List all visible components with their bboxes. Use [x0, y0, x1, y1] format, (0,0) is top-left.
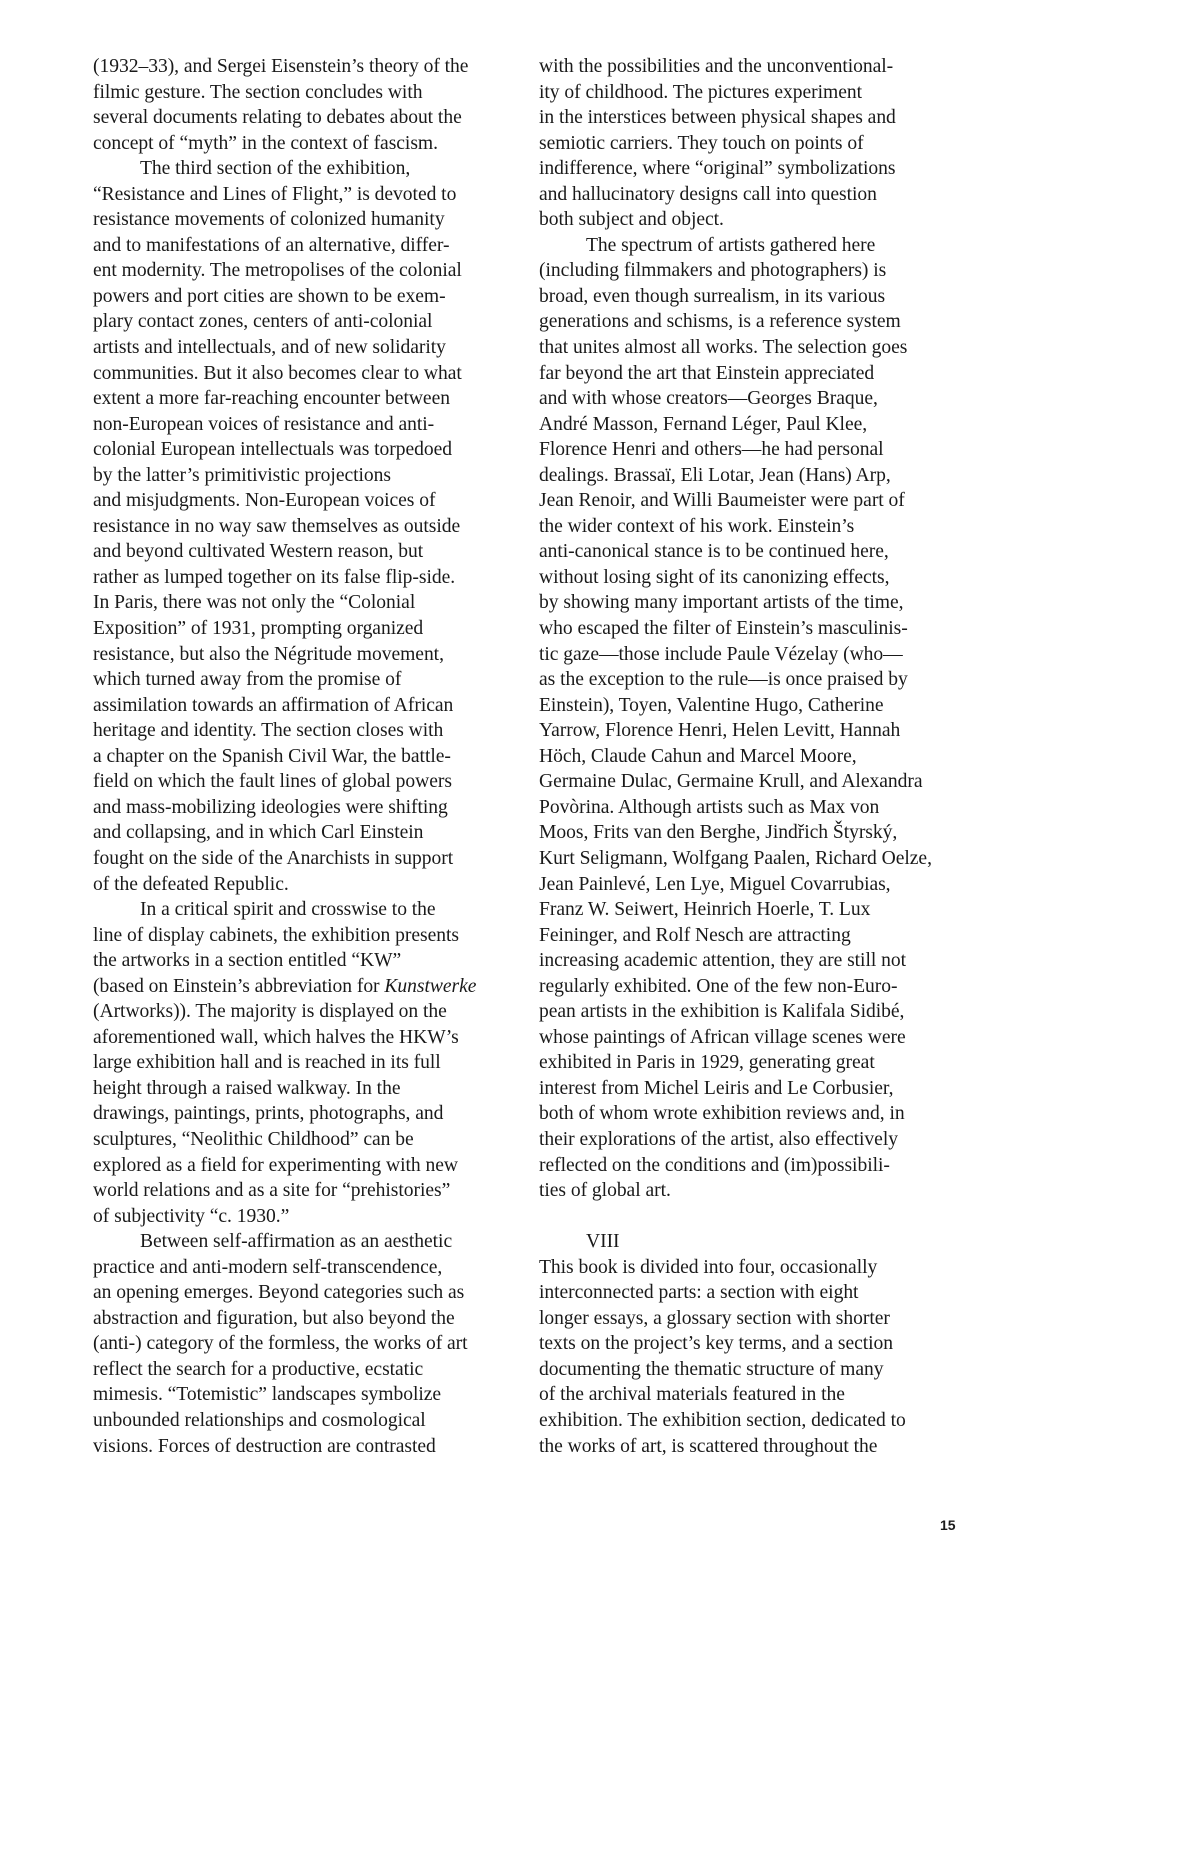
text-line — [539, 386, 971, 412]
text-line-content: Yarrow, Florence Henri, Helen Levitt, Hannah — [539, 720, 901, 742]
text-line-content: powers and port cities are shown to be exem- — [93, 285, 446, 307]
text-line-content: an opening emerges. Beyond categories such as — [93, 1282, 465, 1304]
text-line-content: The spectrum of artists gathered here — [586, 234, 876, 256]
text-line-content: and mass-mobilizing ideologies were shifting — [93, 796, 448, 818]
text-line-content: filmic gesture. The section concludes with — [93, 81, 423, 103]
text-line — [539, 131, 971, 157]
text-line — [539, 1382, 971, 1408]
text-line — [539, 795, 971, 821]
text-line-content: Exposition” of 1931, prompting organized — [93, 618, 424, 640]
text-line-content: as the exception to the rule—is once praised by — [539, 669, 908, 691]
text-line — [539, 488, 971, 514]
text-line-content: interconnected parts: a section with eight — [539, 1282, 859, 1304]
text-line-content: height through a raised walkway. In the — [93, 1077, 401, 1099]
text-line — [539, 182, 971, 208]
text-line — [93, 718, 525, 744]
text-line-content: resistance, but also the Négritude movement, — [93, 643, 444, 665]
text-line-content: This book is divided into four, occasionally — [539, 1256, 878, 1278]
text-line-content: fought on the side of the Anarchists in support — [93, 847, 454, 869]
text-line-content: which turned away from the promise of — [93, 669, 402, 691]
text-line — [93, 514, 525, 540]
text-line-content: abstraction and figuration, but also beyond the — [93, 1307, 455, 1329]
text-line — [539, 693, 971, 719]
text-line-content: in the interstices between physical shapes and — [539, 107, 896, 129]
text-line — [93, 693, 525, 719]
text-line — [93, 233, 525, 259]
text-line — [539, 207, 971, 233]
text-line — [93, 488, 525, 514]
text-line-content: increasing academic attention, they are still not — [539, 950, 906, 972]
text-line-content: a chapter on the Spanish Civil War, the battle- — [93, 745, 451, 767]
text-line-content: artists and intellectuals, and of new solidarity — [93, 337, 446, 359]
text-line — [539, 974, 971, 1000]
text-line — [93, 1280, 525, 1306]
text-line-content: that unites almost all works. The selection goes — [539, 337, 908, 359]
text-line — [93, 744, 525, 770]
text-line — [93, 284, 525, 310]
text-line — [539, 437, 971, 463]
text-line-paragraph-start — [93, 156, 525, 182]
text-line-content: and collapsing, and in which Carl Einstein — [93, 822, 424, 844]
text-line-content: drawings, paintings, prints, photographs, and — [93, 1103, 444, 1125]
text-line — [93, 412, 525, 438]
text-line-content: Between self-affirmation as an aesthetic — [140, 1231, 453, 1253]
text-line-content: pean artists in the exhibition is Kalifala Sidibé, — [539, 1001, 905, 1023]
text-line-content: reflect the search for a productive, ecstatic — [93, 1358, 424, 1380]
text-line — [539, 1280, 971, 1306]
text-line-content: and to manifestations of an alternative, differ- — [93, 234, 450, 256]
text-line-content: both subject and object. — [539, 209, 724, 231]
text-line — [93, 1101, 525, 1127]
text-line — [93, 1255, 525, 1281]
text-line-content: In a critical spirit and crosswise to the — [140, 899, 436, 921]
text-line — [539, 616, 971, 642]
text-line-content: exhibited in Paris in 1929, generating great — [539, 1052, 875, 1074]
text-line — [93, 1434, 525, 1460]
text-line — [93, 539, 525, 565]
text-line-content: the works of art, is scattered throughout the — [539, 1435, 878, 1457]
text-line-content: visions. Forces of destruction are contrasted — [93, 1435, 436, 1457]
text-line-content: whose paintings of African village scenes were — [539, 1026, 906, 1048]
text-line-content: heritage and identity. The section closes with — [93, 720, 444, 742]
text-line-content: In Paris, there was not only the “Colonial — [93, 592, 416, 614]
text-line — [539, 769, 971, 795]
text-line — [539, 1178, 971, 1204]
text-line-content: by the latter’s primitivistic projections — [93, 464, 391, 486]
text-line — [539, 539, 971, 565]
text-line-content: generations and schisms, is a reference system — [539, 311, 901, 333]
text-line — [93, 1050, 525, 1076]
text-line-content: Jean Painlevé, Len Lye, Miguel Covarrubias, — [539, 873, 891, 895]
text-line — [93, 309, 525, 335]
text-line — [539, 1408, 971, 1434]
text-line-content: non-European voices of resistance and anti- — [93, 413, 435, 435]
text-line-content: with the possibilities and the unconventional- — [539, 56, 894, 77]
text-line — [93, 667, 525, 693]
text-line-content: broad, even though surrealism, in its various — [539, 285, 886, 307]
text-line — [539, 642, 971, 668]
text-line-content: line of display cabinets, the exhibition presents — [93, 924, 459, 946]
text-line-content: “Resistance and Lines of Flight,” is devoted to — [93, 183, 457, 205]
text-line-paragraph-start — [93, 1229, 525, 1255]
text-line — [539, 1153, 971, 1179]
text-line-content: and hallucinatory designs call into question — [539, 183, 877, 205]
text-line — [93, 1357, 525, 1383]
text-line — [93, 820, 525, 846]
text-line-content: tic gaze—those include Paule Vézelay (who— — [539, 643, 903, 665]
text-line-content: their explorations of the artist, also effectively — [539, 1128, 898, 1150]
text-line-content: ent modernity. The metropolises of the colonial — [93, 260, 462, 282]
text-line — [539, 412, 971, 438]
text-line — [93, 437, 525, 463]
text-line — [539, 1357, 971, 1383]
text-line — [539, 1076, 971, 1102]
text-line-content: world relations and as a site for “prehistories” — [93, 1180, 451, 1202]
text-line — [539, 156, 971, 182]
text-line — [539, 667, 971, 693]
text-line-content: ties of global art. — [539, 1180, 671, 1202]
text-line-content: of the defeated Republic. — [93, 873, 289, 895]
text-line — [539, 80, 971, 106]
text-line — [93, 54, 525, 80]
text-line-content: without losing sight of its canonizing effects, — [539, 566, 890, 588]
text-line — [93, 616, 525, 642]
text-line — [93, 948, 525, 974]
text-line-content: André Masson, Fernand Léger, Paul Klee, — [539, 413, 868, 435]
text-line-content: Povòrina. Although artists such as Max von — [539, 796, 880, 818]
text-line — [93, 1025, 525, 1051]
text-line — [539, 1127, 971, 1153]
text-line-content: of subjectivity “c. 1930.” — [93, 1205, 290, 1227]
text-line-content: ity of childhood. The pictures experiment — [539, 81, 862, 103]
text-line — [539, 258, 971, 284]
text-line — [93, 999, 525, 1025]
text-line-content: Kurt Seligmann, Wolfgang Paalen, Richard Oelze, — [539, 847, 932, 869]
text-line — [539, 744, 971, 770]
text-line — [539, 1434, 971, 1460]
text-line-content: plary contact zones, centers of anti-colonial — [93, 311, 433, 333]
text-line-content: dealings. Brassaï, Eli Lotar, Jean (Hans) Arp, — [539, 464, 891, 486]
text-line — [93, 846, 525, 872]
text-line — [93, 590, 525, 616]
text-line-content: mimesis. “Totemistic” landscapes symbolize — [93, 1384, 442, 1406]
text-line-content: practice and anti-modern self-transcendence, — [93, 1256, 443, 1278]
text-line — [539, 590, 971, 616]
text-line-content: communities. But it also becomes clear to what — [93, 362, 462, 384]
text-line — [539, 872, 971, 898]
text-line-content: unbounded relationships and cosmological — [93, 1409, 426, 1431]
text-line — [539, 1050, 971, 1076]
text-line-content: large exhibition hall and is reached in its full — [93, 1052, 441, 1074]
text-line-content: explored as a field for experimenting with new — [93, 1154, 458, 1176]
text-line — [93, 1306, 525, 1332]
text-line-content: and beyond cultivated Western reason, but — [93, 541, 424, 563]
text-line-content: Feininger, and Rolf Nesch are attracting — [539, 924, 851, 946]
text-line-content: semiotic carriers. They touch on points of — [539, 132, 864, 154]
text-line-paragraph-start — [539, 233, 971, 259]
text-line-content: Germaine Dulac, Germaine Krull, and Alexandra — [539, 771, 923, 793]
text-line — [93, 1408, 525, 1434]
text-line-content: Florence Henri and others—he had personal — [539, 439, 884, 461]
text-line-content: longer essays, a glossary section with shorter — [539, 1307, 890, 1329]
text-line — [93, 565, 525, 591]
text-line — [539, 846, 971, 872]
text-line — [539, 1306, 971, 1332]
text-line — [93, 335, 525, 361]
italic-term: Kunstwerke — [384, 975, 477, 997]
text-line — [93, 258, 525, 284]
text-line — [93, 1127, 525, 1153]
text-line — [539, 999, 971, 1025]
text-line-content: (anti-) category of the formless, the works of art — [93, 1333, 468, 1355]
text-line-content: (including filmmakers and photographers) is — [539, 260, 887, 282]
text-line-content: assimilation towards an affirmation of African — [93, 694, 454, 716]
text-line-content: resistance movements of colonized humanity — [93, 209, 445, 231]
text-line — [539, 948, 971, 974]
text-line — [93, 105, 525, 131]
text-line-content: reflected on the conditions and (im)possibili- — [539, 1154, 890, 1176]
text-line — [93, 1178, 525, 1204]
text-line — [93, 1382, 525, 1408]
text-line-paragraph-start — [539, 1229, 971, 1255]
text-line — [93, 1076, 525, 1102]
text-line — [539, 335, 971, 361]
text-line — [539, 897, 971, 923]
text-line — [539, 1255, 971, 1281]
text-line-content: extent a more far-reaching encounter between — [93, 388, 450, 410]
text-line — [93, 872, 525, 898]
page-number: 15 — [940, 1517, 956, 1533]
text-line-content: the artworks in a section entitled “KW” — [93, 950, 402, 972]
text-line — [539, 565, 971, 591]
text-line-content: concept of “myth” in the context of fascism. — [93, 132, 438, 154]
text-line-content: Höch, Claude Cahun and Marcel Moore, — [539, 745, 857, 767]
right-text-column — [539, 54, 971, 1459]
text-line-content: regularly exhibited. One of the few non-Euro- — [539, 975, 898, 997]
text-line — [93, 769, 525, 795]
text-line-content: Moos, Frits van den Berghe, Jindřich Štyrský, — [539, 822, 898, 844]
text-line-content: Jean Renoir, and Willi Baumeister were part of — [539, 490, 905, 512]
text-line-content: documenting the thematic structure of many — [539, 1358, 884, 1380]
text-line-content: by showing many important artists of the time, — [539, 592, 904, 614]
text-line — [93, 642, 525, 668]
text-line-content: far beyond the art that Einstein appreciated — [539, 362, 875, 384]
text-line-content: The third section of the exhibition, — [140, 158, 411, 180]
text-line — [93, 463, 525, 489]
text-line-content: who escaped the filter of Einstein’s masculinis- — [539, 618, 908, 640]
text-line-content: and with whose creators—Georges Braque, — [539, 388, 878, 410]
text-line-content: interest from Michel Leiris and Le Corbusier, — [539, 1077, 894, 1099]
text-line-content: field on which the fault lines of global powers — [93, 771, 452, 793]
text-line — [539, 923, 971, 949]
text-line — [93, 207, 525, 233]
text-line-content: (1932–33), and Sergei Eisenstein’s theory of the — [93, 56, 469, 77]
text-line-content: several documents relating to debates about the — [93, 107, 462, 129]
text-line — [539, 361, 971, 387]
text-line-content: resistance in no way saw themselves as outside — [93, 515, 461, 537]
text-line — [93, 974, 525, 1000]
text-line-content: indifference, where “original” symbolizations — [539, 158, 896, 180]
text-line — [539, 1025, 971, 1051]
text-line — [93, 1153, 525, 1179]
text-line — [539, 1101, 971, 1127]
text-line-content: colonial European intellectuals was torpedoed — [93, 439, 453, 461]
text-line — [539, 463, 971, 489]
text-line — [539, 1331, 971, 1357]
text-line-paragraph-start — [93, 897, 525, 923]
text-line-content: rather as lumped together on its false flip-side. — [93, 566, 456, 588]
text-line — [539, 820, 971, 846]
text-line-content: the wider context of his work. Einstein’s — [539, 515, 855, 537]
text-line — [539, 718, 971, 744]
text-line-content: exhibition. The exhibition section, dedicated to — [539, 1409, 906, 1431]
text-line — [93, 80, 525, 106]
text-line — [93, 131, 525, 157]
text-line — [539, 309, 971, 335]
text-line-content: sculptures, “Neolithic Childhood” can be — [93, 1128, 414, 1150]
text-line — [93, 386, 525, 412]
text-line — [539, 514, 971, 540]
text-line — [93, 795, 525, 821]
text-line — [93, 1331, 525, 1357]
text-line-content: and misjudgments. Non-European voices of — [93, 490, 436, 512]
text-line-content: both of whom wrote exhibition reviews and, in — [539, 1103, 905, 1125]
text-line-content: of the archival materials featured in the — [539, 1384, 845, 1406]
text-line — [93, 361, 525, 387]
text-line — [539, 105, 971, 131]
text-line — [93, 1204, 525, 1230]
text-line — [93, 923, 525, 949]
text-line-content: anti-canonical stance is to be continued here, — [539, 541, 889, 563]
text-line — [539, 54, 971, 80]
text-line — [539, 284, 971, 310]
text-line-content: Franz W. Seiwert, Heinrich Hoerle, T. Lux — [539, 899, 871, 921]
paragraph-spacer — [539, 1204, 971, 1230]
left-text-column — [93, 54, 525, 1459]
text-line-content: VIII — [586, 1231, 620, 1253]
text-line — [93, 182, 525, 208]
text-line-content: (based on Einstein’s abbreviation for — [93, 975, 385, 997]
text-line-content: aforementioned wall, which halves the HKW’s — [93, 1026, 459, 1048]
text-line-content: texts on the project’s key terms, and a section — [539, 1333, 894, 1355]
text-line-content: (Artworks)). The majority is displayed on the — [93, 1001, 447, 1023]
text-line-content: Einstein), Toyen, Valentine Hugo, Catherine — [539, 694, 884, 716]
